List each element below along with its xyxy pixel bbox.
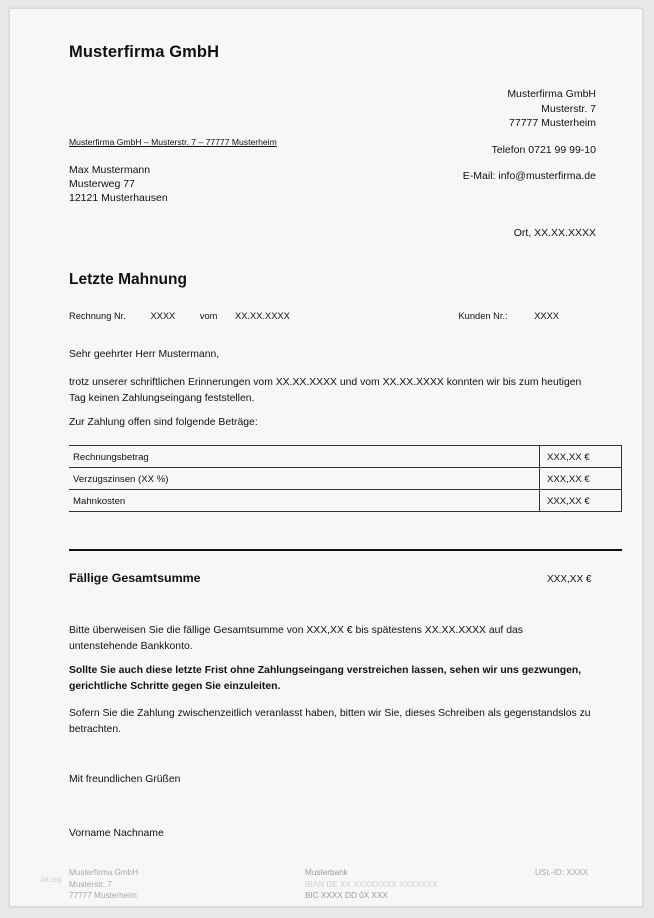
closing-regards: Mit freundlichen Grüßen <box>69 774 181 785</box>
total-divider <box>69 549 622 551</box>
sender-email: E-Mail: info@musterfirma.de <box>462 170 596 182</box>
letter-subject: Letzte Mahnung <box>69 271 187 288</box>
footer-vat-id: USt.-ID: XXXX <box>535 868 589 877</box>
payment-instruction: Bitte überweisen Sie die fällige Gesamtsumme von XXX,XX € bis spätestens XX.XX.XXXX auf das untenstehende Bankkonto. <box>69 625 523 652</box>
invoice-date-value: XX.XX.XXXX <box>235 311 290 321</box>
company-title: Musterfirma GmbH <box>69 43 220 61</box>
return-address: Musterfirma GmbH – Musterstr. 7 – 77777 Musterheim <box>69 137 277 147</box>
footer-bank-name: Musterbank <box>305 868 348 877</box>
document-page <box>9 8 643 907</box>
sender-phone: Telefon 0721 99 99-10 <box>491 143 596 156</box>
item-label: Rechnungsbetrag <box>69 446 540 468</box>
item-label: Mahnkosten <box>69 490 540 512</box>
customer-number-label: Kunden Nr.: <box>458 311 508 321</box>
sender-line-1: Musterfirma GmbH <box>507 88 596 100</box>
recipient-address-block <box>69 163 168 205</box>
salutation: Sehr geehrter Herr Mustermann, <box>69 349 220 360</box>
customer-number-value: XXXX <box>534 311 559 321</box>
document-content <box>60 31 604 900</box>
sender-line-3: 77777 Musterheim <box>509 117 596 129</box>
invoice-date-label: vom <box>199 311 218 321</box>
recipient-line-3: 12121 Musterhausen <box>69 192 168 204</box>
item-amount: XXX,XX € <box>540 490 622 512</box>
signature-name: Vorname Nachname <box>69 828 164 839</box>
item-label: Verzugszinsen (XX %) <box>69 468 540 490</box>
open-amounts-intro: Zur Zahlung offen sind folgende Beträge: <box>69 417 258 428</box>
footer-company-line-1: Musterfirma GmbH <box>69 868 139 877</box>
footer-tax-column <box>535 867 588 879</box>
recipient-line-2: Musterweg 77 <box>69 178 135 190</box>
total-amount: XXX,XX € <box>547 574 592 585</box>
footer-company-line-2: Musterstr. 7 <box>69 879 112 889</box>
sender-address-block <box>463 87 596 184</box>
table-row <box>69 490 622 512</box>
table-row <box>69 468 622 490</box>
footer-company-column <box>69 867 138 902</box>
watermark-label: bit.org <box>41 875 62 884</box>
total-label: Fällige Gesamtsumme <box>69 571 201 585</box>
sender-line-2: Musterstr. 7 <box>541 102 596 115</box>
item-amount: XXX,XX € <box>540 446 622 468</box>
item-amount: XXX,XX € <box>540 468 622 490</box>
table-row <box>69 446 622 468</box>
amounts-table <box>69 445 622 512</box>
place-and-date: Ort, XX.XX.XXXX <box>513 227 596 239</box>
void-note: Sofern Sie die Zahlung zwischenzeitlich veranlasst haben, bitten wir Sie, dieses Schreiben als gegenstandslos zu betrachten. <box>69 708 591 735</box>
footer-company-line-3: 77777 Musterheim <box>69 891 137 900</box>
footer-bank-iban: IBAN DE XX XXXXXXXX XXXXXXX <box>305 879 438 889</box>
intro-paragraph: trotz unserer schriftlichen Erinnerungen vom XX.XX.XXXX und vom XX.XX.XXXX konnten wir bis zum heutigen Tag keinen Zahlungseingang feststellen. <box>69 377 582 404</box>
reference-row <box>69 311 596 321</box>
invoice-number-label: Rechnung Nr. <box>69 311 126 321</box>
footer-bank-column <box>305 867 437 902</box>
footer-bank-bic: BIC XXXX DD 0X XXX <box>305 891 388 900</box>
invoice-number-value: XXXX <box>150 311 176 321</box>
recipient-line-1: Max Mustermann <box>69 164 151 176</box>
customer-number-group <box>458 311 559 321</box>
legal-warning: Sollte Sie auch diese letzte Frist ohne Zahlungseingang verstreichen lassen, sehen wir uns gezwungen, gerichtliche Schritte gegen Sie einzuleiten. <box>69 665 582 692</box>
